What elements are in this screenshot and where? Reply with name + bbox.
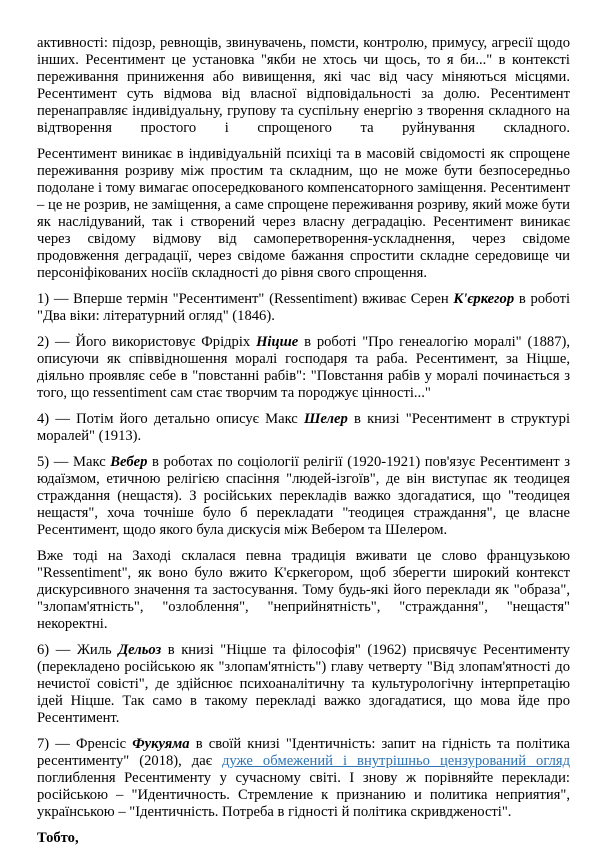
person-name: К'єркегор — [453, 291, 515, 307]
text-run: 7) — Френсіс — [37, 736, 133, 752]
text-run: в своїй книзі "Ідентичність: запит на гідність та політика ресентименту" (2018), дає — [37, 736, 570, 769]
text-run: Тобто, — [37, 830, 79, 846]
text-run: 6) — Жиль — [37, 642, 119, 658]
paragraph-list-item-1 — [37, 291, 570, 325]
text-run: поглиблення Ресентименту у сучасному світі. І знову ж порівняйте переклади: російською – "Идентичность. Стремление к признанию и политика неприятия", українською – "Ідентичність. Потреба в гідності й політика скривдженості". — [37, 770, 570, 820]
text-run: 4) — Потім його детально описує Макс — [37, 411, 304, 427]
inline-link[interactable]: дуже обмежений і внутрішньо цензурований огляд — [221, 753, 570, 769]
paragraph — [37, 548, 570, 633]
person-name: Дельоз — [118, 642, 162, 658]
paragraph — [37, 146, 570, 282]
text-run: в роботі "Два віки: літературний огляд" (1846). — [37, 291, 571, 324]
paragraph-conclusion — [37, 830, 570, 847]
paragraph-list-item-7 — [37, 736, 570, 821]
text-run: в книзі "Ресентимент в структурі моралей" (1913). — [37, 411, 570, 444]
paragraph-list-item-6 — [37, 642, 570, 727]
text-run: в роботі "Про генеалогію моралі" (1887), описуючи як співвідношення моралі господаря та раба. Ресентимент, за Ніцше, діяльно проявляє себе в "повстанні рабів": "Повстання рабів у моралі починається з того, що ressentiment сам стає творчим та породжує цінності..." — [37, 334, 570, 401]
text-run: 1) — Вперше термін "Ресентимент" (Ressentiment) вживає Серен — [37, 291, 454, 307]
paragraph-list-item-4 — [37, 411, 570, 445]
person-name: Фукуяма — [132, 736, 190, 752]
text-run: 2) — Його використовує Фрідріх — [37, 334, 257, 350]
person-name: Вебер — [110, 454, 148, 470]
text-run: активності: підозр, ревнощів, звинувачень, помсти, контролю, примусу, агресії щодо інших. Ресентимент це установка "якби не хтось чи щось, то я би..." в контексті переживання приниження або вивищення, які час від часу міняються місцями. Ресентимент суть відмова від власної відповідальності за долю. Ресентимент перенаправляє індивідуальну, групову та суспільну енергію з творення складного на відтворення простого і спрощеного та руйнування складного. — [37, 35, 570, 136]
paragraph — [37, 35, 570, 137]
person-name: Ніцше — [256, 334, 299, 350]
text-run: Ресентимент виникає в індивідуальній психіці та в масовій свідомості як спрощене переживання розриву між простим та складним, що не може бути безпосередньо подолане і тому вимагає опосередкованого компенсаторного заміщення. Ресентимент – це не розрив, не заміщення, а саме спрощене переживання розриву, який може бути як наслідуваний, так і створений через власну деградацію. Ресентимент виникає через свідому відмову від самоперетворення-ускладнення, через свідоме продовження деградації, через свідоме бажання спростити складне середовище чи персоніфікованих носіїв складності до рівня свого спрощення. — [37, 146, 570, 281]
paragraph-list-item-5 — [37, 454, 570, 539]
text-run: Вже тоді на Заході склалася певна традиція вживати це слово французькою "Ressentiment", як воно було вжито К'єркегором, щоб зберегти широкий контекст дискурсивного значення та застосування. Тому будь-які його переклади як "образа", "злопам'ятність", "озлоблення", "неприйнятність", "страждання", "нещастя" некоректні. — [37, 548, 570, 632]
text-run: в роботах по соціології релігії (1920-1921) пов'язує Ресентимент з юдаїзмом, етичною релігією спасіння "людей-ізгоїв", де він виступає як теодицея страждання (нещастя). З російських перекладів важко здогадатися, що "теодицея нещастя", хоча точніше було б перекладати "теодицея страждання", це власне Ресентимент, щодо якого була дискусія між Вебером та Шелером. — [37, 454, 570, 538]
paragraph-list-item-2 — [37, 334, 570, 402]
person-name: Шелер — [303, 411, 348, 427]
text-run: 5) — Макс — [37, 454, 111, 470]
text-run: в книзі "Ніцше та філософія" (1962) присвячує Ресентименту (перекладено російською як "злопам'ятність") главу четверту "Від злопам'ятності до нечистої совісті", де здійснює психоаналітичну та культурологічну інтерпретацію ідей Ніцше. Так само в такому перекладі важко здогадатися, що мова йде про Ресентимент. — [37, 642, 570, 726]
